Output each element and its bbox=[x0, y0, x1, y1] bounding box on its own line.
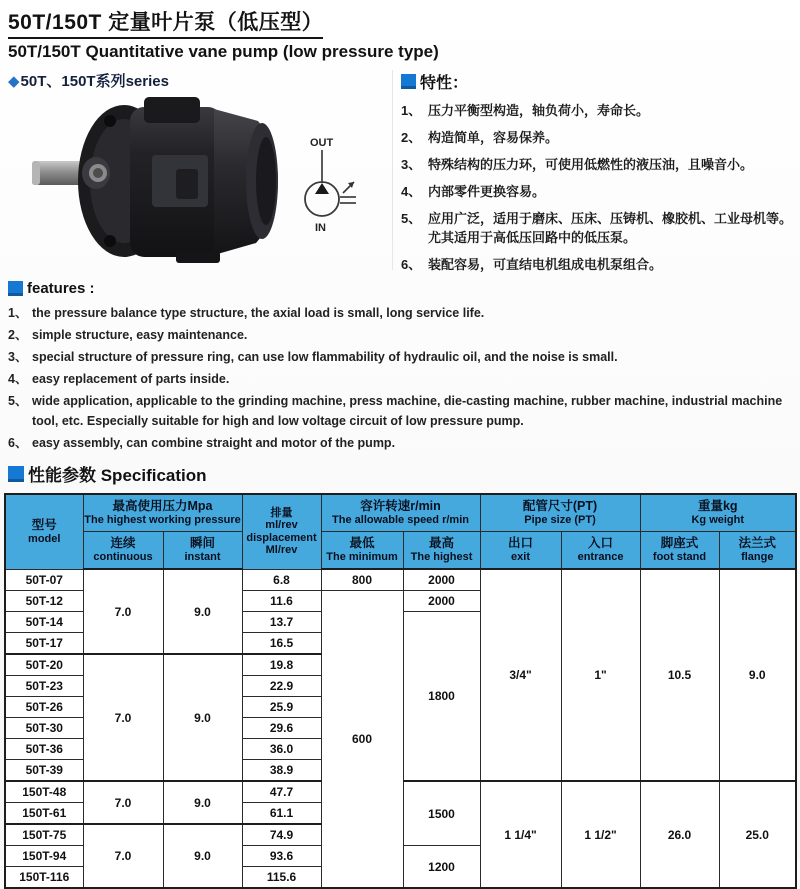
item-text: 应用广泛，适用于磨床、压床、压铸机、橡胶机、工业母机等。尤其适用于高低压回路中的低压泵。 bbox=[428, 211, 793, 245]
model-cell: 50T-39 bbox=[5, 760, 83, 782]
item-number: 1、 bbox=[8, 306, 28, 320]
specification-heading-text: 性能参数 Specification bbox=[28, 466, 207, 485]
item-number: 2、 bbox=[401, 130, 422, 145]
features-en-heading bbox=[8, 280, 792, 297]
displacement-cell: 19.8 bbox=[242, 654, 321, 676]
continuous-pressure-cell: 7.0 bbox=[83, 569, 163, 654]
continuous-pressure-cell: 7.0 bbox=[83, 654, 163, 781]
speed-max-cell: 1200 bbox=[403, 846, 480, 889]
col-header-weight: 重量kg Kg weight bbox=[640, 494, 796, 532]
col-header-instant: 瞬间 instant bbox=[163, 532, 242, 570]
weight-foot-cell: 26.0 bbox=[640, 781, 719, 888]
instant-pressure-cell: 9.0 bbox=[163, 569, 242, 654]
model-cell: 150T-94 bbox=[5, 846, 83, 867]
list-item bbox=[8, 303, 792, 323]
speed-max-cell: 2000 bbox=[403, 591, 480, 612]
displacement-cell: 47.7 bbox=[242, 781, 321, 803]
model-cell: 150T-116 bbox=[5, 867, 83, 889]
features-en-section bbox=[0, 280, 800, 453]
pump-hydraulic-symbol bbox=[288, 133, 388, 245]
col-header-flange: 法兰式 flange bbox=[719, 532, 796, 570]
list-item bbox=[8, 433, 792, 453]
item-number: 1、 bbox=[401, 103, 422, 118]
speed-max-cell: 1500 bbox=[403, 781, 480, 846]
model-cell: 150T-75 bbox=[5, 824, 83, 846]
series-heading bbox=[0, 70, 392, 91]
list-item bbox=[8, 391, 792, 431]
item-number: 5、 bbox=[8, 394, 28, 408]
weight-flange-cell: 25.0 bbox=[719, 781, 796, 888]
displacement-cell: 16.5 bbox=[242, 633, 321, 655]
section-marker-icon bbox=[8, 281, 23, 296]
specification-heading bbox=[4, 461, 796, 486]
features-cn-heading-text: 特性： bbox=[420, 75, 469, 92]
displacement-cell: 115.6 bbox=[242, 867, 321, 889]
specification-section bbox=[0, 461, 800, 889]
overview-section bbox=[0, 70, 800, 270]
instant-pressure-cell: 9.0 bbox=[163, 781, 242, 824]
col-header-pipe: 配管尺寸(PT) Pipe size (PT) bbox=[480, 494, 640, 532]
list-item bbox=[401, 255, 800, 274]
pump-photo bbox=[26, 95, 288, 267]
list-item bbox=[8, 347, 792, 367]
series-label: 50T、150T系列series bbox=[20, 73, 169, 90]
model-cell: 150T-48 bbox=[5, 781, 83, 803]
item-number: 6、 bbox=[8, 436, 28, 450]
table-row bbox=[5, 569, 796, 591]
weight-flange-cell: 9.0 bbox=[719, 569, 796, 781]
item-text: 构造简单，容易保养。 bbox=[428, 130, 559, 145]
col-header-minimum: 最低 The minimum bbox=[321, 532, 403, 570]
features-cn-list bbox=[401, 101, 800, 274]
list-item bbox=[401, 155, 800, 174]
item-text: 特殊结构的压力环，可使用低燃性的液压油，且噪音小。 bbox=[428, 157, 754, 172]
pipe-exit-cell: 1 1/4" bbox=[480, 781, 561, 888]
instant-pressure-cell: 9.0 bbox=[163, 824, 242, 888]
displacement-cell: 38.9 bbox=[242, 760, 321, 782]
model-cell: 150T-61 bbox=[5, 803, 83, 825]
displacement-cell: 11.6 bbox=[242, 591, 321, 612]
displacement-cell: 74.9 bbox=[242, 824, 321, 846]
item-number: 4、 bbox=[8, 372, 28, 386]
product-column bbox=[0, 70, 392, 270]
speed-min-cell: 600 bbox=[321, 591, 403, 889]
item-number: 5、 bbox=[401, 211, 422, 226]
col-header-foot-stand: 脚座式 foot stand bbox=[640, 532, 719, 570]
list-item bbox=[8, 369, 792, 389]
pump-area bbox=[0, 95, 392, 267]
item-text: 内部零件更换容易。 bbox=[428, 184, 546, 199]
item-number: 3、 bbox=[401, 157, 422, 172]
item-text: 装配容易，可直结电机组成电机泵组合。 bbox=[428, 257, 663, 272]
list-item bbox=[401, 128, 800, 147]
col-header-speed: 容许转速r/min The allowable speed r/min bbox=[321, 494, 480, 532]
speed-max-cell: 1800 bbox=[403, 612, 480, 782]
model-cell: 50T-26 bbox=[5, 697, 83, 718]
page-title-text: 50T/150T 定量叶片泵（低压型） bbox=[8, 6, 323, 39]
instant-pressure-cell: 9.0 bbox=[163, 654, 242, 781]
model-cell: 50T-14 bbox=[5, 612, 83, 633]
col-header-exit: 出口 exit bbox=[480, 532, 561, 570]
model-cell: 50T-07 bbox=[5, 569, 83, 591]
col-header-continuous: 连续 continuous bbox=[83, 532, 163, 570]
speed-max-cell: 2000 bbox=[403, 569, 480, 591]
displacement-cell: 29.6 bbox=[242, 718, 321, 739]
symbol-in-label: IN bbox=[315, 222, 326, 234]
features-cn-section bbox=[392, 70, 800, 270]
header-sub-row bbox=[5, 532, 796, 570]
col-header-pressure: 最高使用压力Mpa The highest working pressure bbox=[83, 494, 242, 532]
col-header-entrance: 入口 entrance bbox=[561, 532, 640, 570]
item-number: 4、 bbox=[401, 184, 422, 199]
model-cell: 50T-20 bbox=[5, 654, 83, 676]
symbol-flow-triangle bbox=[315, 183, 329, 194]
model-cell: 50T-23 bbox=[5, 676, 83, 697]
section-marker-icon bbox=[401, 74, 416, 89]
item-text: simple structure, easy maintenance. bbox=[32, 328, 248, 342]
col-header-model: 型号 model bbox=[5, 494, 83, 569]
pipe-entrance-cell: 1 1/2" bbox=[561, 781, 640, 888]
model-cell: 50T-30 bbox=[5, 718, 83, 739]
displacement-cell: 22.9 bbox=[242, 676, 321, 697]
section-marker-icon bbox=[8, 466, 24, 482]
item-text: special structure of pressure ring, can use low flammability of hydraulic oil, and the noise is small. bbox=[32, 350, 618, 364]
item-text: 压力平衡型构造，轴负荷小，寿命长。 bbox=[428, 103, 650, 118]
diamond-bullet-icon: ◆ bbox=[8, 73, 20, 90]
continuous-pressure-cell: 7.0 bbox=[83, 781, 163, 824]
page-subtitle: 50T/150T Quantitative vane pump (low pressure type) bbox=[8, 42, 439, 61]
list-item bbox=[401, 209, 800, 247]
symbol-out-label: OUT bbox=[310, 137, 334, 149]
item-text: wide application, applicable to the grinding machine, press machine, die-casting machine, rubber machine, industrial machine tool, etc. Especially suitable for high and low voltage circuit of low pressure pump. bbox=[32, 394, 783, 428]
displacement-cell: 6.8 bbox=[242, 569, 321, 591]
features-en-list bbox=[8, 303, 792, 453]
header-group-row bbox=[5, 494, 796, 532]
weight-foot-cell: 10.5 bbox=[640, 569, 719, 781]
displacement-cell: 13.7 bbox=[242, 612, 321, 633]
displacement-cell: 25.9 bbox=[242, 697, 321, 718]
model-cell: 50T-17 bbox=[5, 633, 83, 655]
item-text: easy replacement of parts inside. bbox=[32, 372, 230, 386]
col-header-displacement: 排量 ml/rev displacement Ml/rev bbox=[242, 494, 321, 569]
pump-top-port bbox=[144, 97, 200, 123]
pipe-entrance-cell: 1" bbox=[561, 569, 640, 781]
table-header bbox=[5, 494, 796, 569]
displacement-cell: 93.6 bbox=[242, 846, 321, 867]
features-cn-heading bbox=[401, 70, 800, 93]
continuous-pressure-cell: 7.0 bbox=[83, 824, 163, 888]
item-number: 6、 bbox=[401, 257, 422, 272]
item-number: 2、 bbox=[8, 328, 28, 342]
table-body bbox=[5, 569, 796, 888]
page-title bbox=[8, 6, 792, 39]
pipe-exit-cell: 3/4" bbox=[480, 569, 561, 781]
list-item bbox=[8, 325, 792, 345]
features-en-heading-text: features : bbox=[27, 280, 95, 297]
col-header-maximum: 最高 The highest bbox=[403, 532, 480, 570]
model-cell: 50T-12 bbox=[5, 591, 83, 612]
model-cell: 50T-36 bbox=[5, 739, 83, 760]
item-number: 3、 bbox=[8, 350, 28, 364]
specification-table bbox=[4, 493, 797, 889]
list-item bbox=[401, 182, 800, 201]
displacement-cell: 36.0 bbox=[242, 739, 321, 760]
item-text: easy assembly, can combine straight and motor of the pump. bbox=[32, 436, 396, 450]
speed-min-cell: 800 bbox=[321, 569, 403, 591]
list-item bbox=[401, 101, 800, 120]
item-text: the pressure balance type structure, the axial load is small, long service life. bbox=[32, 306, 485, 320]
page-header bbox=[0, 0, 800, 62]
displacement-cell: 61.1 bbox=[242, 803, 321, 825]
